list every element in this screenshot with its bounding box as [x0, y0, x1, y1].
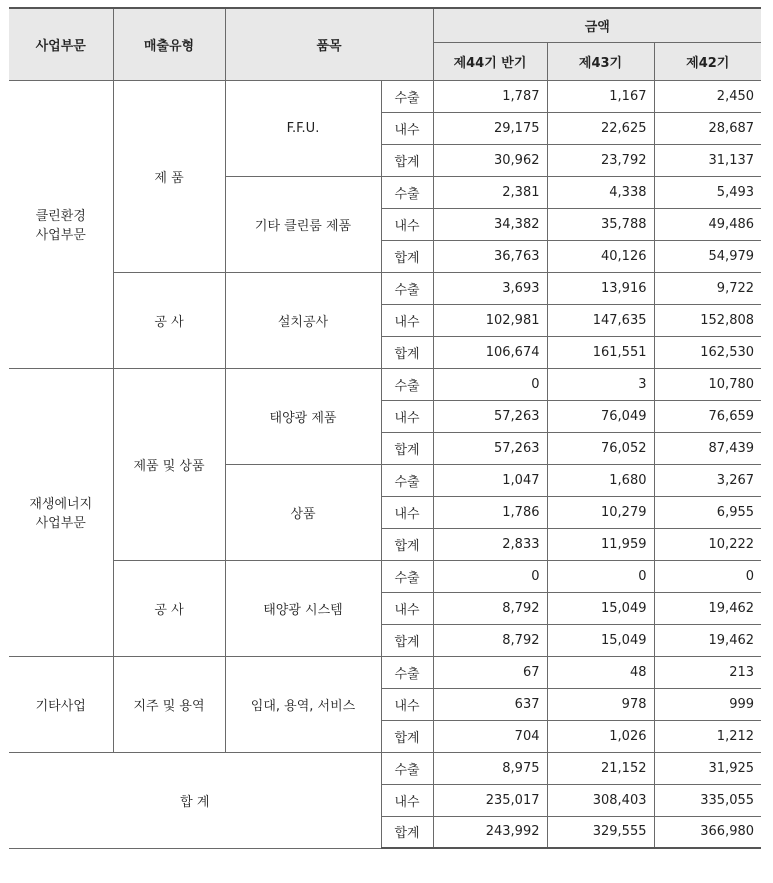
item-cell: 태양광 시스템	[225, 560, 381, 656]
division-name: 사업부문	[35, 516, 86, 531]
header-division: 사업부문	[9, 8, 113, 80]
amount-cell: 9,722	[654, 272, 761, 304]
table-row	[9, 368, 761, 400]
sales-type-cell: 지주 및 용역	[113, 656, 225, 752]
amount-cell: 10,222	[654, 528, 761, 560]
amount-cell: 8,792	[433, 592, 547, 624]
amount-cell: 13,916	[547, 272, 654, 304]
kind-cell: 내수	[381, 688, 433, 720]
amount-cell: 0	[433, 368, 547, 400]
amount-cell: 11,959	[547, 528, 654, 560]
amount-cell: 3,693	[433, 272, 547, 304]
kind-cell: 합계	[381, 336, 433, 368]
kind-cell: 내수	[381, 112, 433, 144]
sales-type-cell: 공 사	[113, 272, 225, 368]
division-name: 클린환경	[35, 209, 86, 224]
amount-cell: 235,017	[433, 784, 547, 816]
kind-cell: 내수	[381, 496, 433, 528]
amount-cell: 1,786	[433, 496, 547, 528]
kind-cell: 내수	[381, 784, 433, 816]
table-row	[9, 656, 761, 688]
amount-cell: 76,659	[654, 400, 761, 432]
amount-cell: 76,049	[547, 400, 654, 432]
header-period: 제43기	[547, 42, 654, 80]
amount-cell: 366,980	[654, 816, 761, 848]
header-period: 제44기 반기	[433, 42, 547, 80]
kind-cell: 합계	[381, 528, 433, 560]
amount-cell: 978	[547, 688, 654, 720]
amount-cell: 0	[654, 560, 761, 592]
sales-type-cell: 제 품	[113, 80, 225, 272]
amount-cell: 6,955	[654, 496, 761, 528]
amount-cell: 31,925	[654, 752, 761, 784]
amount-cell: 76,052	[547, 432, 654, 464]
amount-cell: 8,975	[433, 752, 547, 784]
amount-cell: 15,049	[547, 592, 654, 624]
amount-cell: 243,992	[433, 816, 547, 848]
amount-cell: 19,462	[654, 592, 761, 624]
amount-cell: 329,555	[547, 816, 654, 848]
amount-cell: 147,635	[547, 304, 654, 336]
amount-cell: 102,981	[433, 304, 547, 336]
amount-cell: 161,551	[547, 336, 654, 368]
amount-cell: 3,267	[654, 464, 761, 496]
amount-cell: 335,055	[654, 784, 761, 816]
kind-cell: 합계	[381, 144, 433, 176]
amount-cell: 35,788	[547, 208, 654, 240]
amount-cell: 308,403	[547, 784, 654, 816]
kind-cell: 합계	[381, 624, 433, 656]
amount-cell: 1,212	[654, 720, 761, 752]
sales-type-cell: 공 사	[113, 560, 225, 656]
amount-cell: 2,450	[654, 80, 761, 112]
amount-cell: 40,126	[547, 240, 654, 272]
amount-cell: 30,962	[433, 144, 547, 176]
kind-cell: 내수	[381, 304, 433, 336]
amount-cell: 0	[547, 560, 654, 592]
kind-cell: 수출	[381, 176, 433, 208]
grand-total-label: 합 계	[9, 752, 381, 848]
kind-cell: 수출	[381, 656, 433, 688]
amount-cell: 8,792	[433, 624, 547, 656]
item-cell: 기타 클린룸 제품	[225, 176, 381, 272]
amount-cell: 23,792	[547, 144, 654, 176]
kind-cell: 수출	[381, 752, 433, 784]
table-row	[9, 560, 761, 592]
amount-cell: 10,279	[547, 496, 654, 528]
amount-cell: 22,625	[547, 112, 654, 144]
amount-cell: 4,338	[547, 176, 654, 208]
amount-cell: 57,263	[433, 400, 547, 432]
amount-cell: 54,979	[654, 240, 761, 272]
kind-cell: 내수	[381, 208, 433, 240]
division-cell	[9, 80, 113, 368]
kind-cell: 수출	[381, 560, 433, 592]
amount-cell: 3	[547, 368, 654, 400]
amount-cell: 19,462	[654, 624, 761, 656]
table-row	[9, 80, 761, 112]
amount-cell: 1,047	[433, 464, 547, 496]
amount-cell: 0	[433, 560, 547, 592]
amount-cell: 162,530	[654, 336, 761, 368]
amount-cell: 1,026	[547, 720, 654, 752]
amount-cell: 637	[433, 688, 547, 720]
division-name: 재생에너지	[29, 497, 93, 512]
kind-cell: 합계	[381, 816, 433, 848]
item-cell: 상품	[225, 464, 381, 560]
division-name: 기타사업	[35, 698, 86, 714]
header-amount: 금액	[433, 8, 761, 42]
amount-cell: 21,152	[547, 752, 654, 784]
kind-cell: 합계	[381, 720, 433, 752]
amount-cell: 2,381	[433, 176, 547, 208]
header-item: 품목	[225, 8, 433, 80]
amount-cell: 48	[547, 656, 654, 688]
amount-cell: 213	[654, 656, 761, 688]
header-sales-type: 매출유형	[113, 8, 225, 80]
amount-cell: 1,167	[547, 80, 654, 112]
division-cell	[9, 368, 113, 656]
amount-cell: 34,382	[433, 208, 547, 240]
amount-cell: 36,763	[433, 240, 547, 272]
total-row	[9, 752, 761, 784]
amount-cell: 704	[433, 720, 547, 752]
kind-cell: 합계	[381, 240, 433, 272]
division-name: 사업부문	[35, 228, 86, 243]
kind-cell: 내수	[381, 400, 433, 432]
item-cell: 임대, 용역, 서비스	[225, 656, 381, 752]
amount-cell: 29,175	[433, 112, 547, 144]
amount-cell: 31,137	[654, 144, 761, 176]
kind-cell: 수출	[381, 464, 433, 496]
kind-cell: 합계	[381, 432, 433, 464]
amount-cell: 10,780	[654, 368, 761, 400]
table-body	[9, 80, 761, 848]
sales-type-cell: 제품 및 상품	[113, 368, 225, 560]
item-cell: F.F.U.	[225, 80, 381, 176]
amount-cell: 67	[433, 656, 547, 688]
amount-cell: 5,493	[654, 176, 761, 208]
amount-cell: 57,263	[433, 432, 547, 464]
division-cell	[9, 656, 113, 752]
table-row	[9, 272, 761, 304]
kind-cell: 내수	[381, 592, 433, 624]
header-period: 제42기	[654, 42, 761, 80]
amount-cell: 28,687	[654, 112, 761, 144]
amount-cell: 999	[654, 688, 761, 720]
amount-cell: 2,833	[433, 528, 547, 560]
kind-cell: 수출	[381, 368, 433, 400]
amount-cell: 152,808	[654, 304, 761, 336]
amount-cell: 106,674	[433, 336, 547, 368]
amount-cell: 1,680	[547, 464, 654, 496]
kind-cell: 수출	[381, 80, 433, 112]
kind-cell: 수출	[381, 272, 433, 304]
amount-cell: 1,787	[433, 80, 547, 112]
item-cell: 설치공사	[225, 272, 381, 368]
amount-cell: 87,439	[654, 432, 761, 464]
amount-cell: 15,049	[547, 624, 654, 656]
amount-cell: 49,486	[654, 208, 761, 240]
item-cell: 태양광 제품	[225, 368, 381, 464]
sales-table	[9, 7, 761, 849]
